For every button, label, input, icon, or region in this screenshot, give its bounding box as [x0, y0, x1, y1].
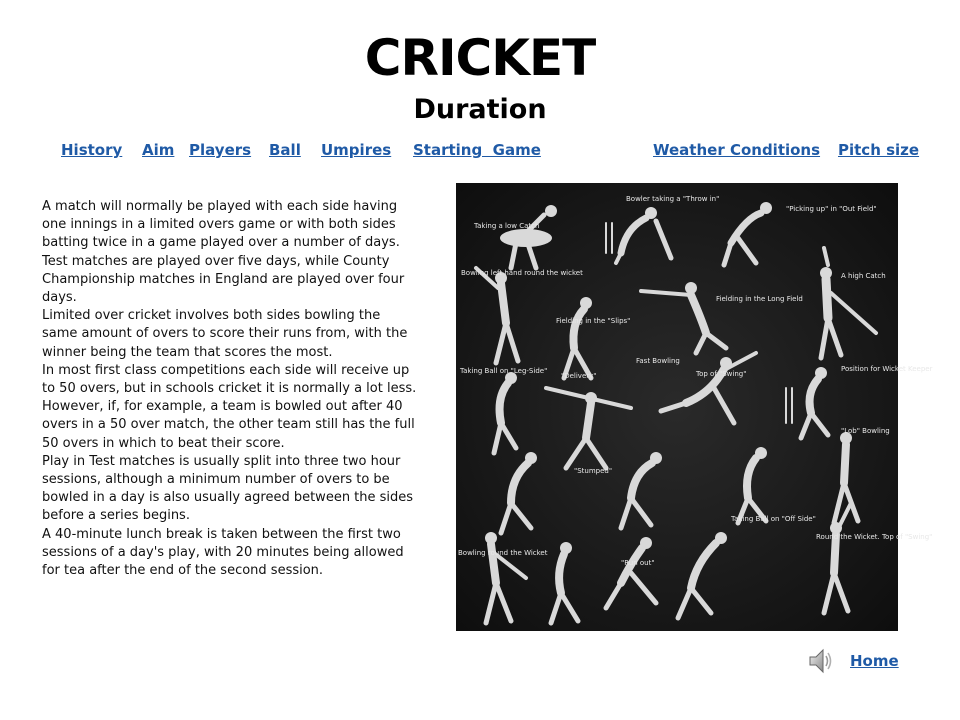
nav-link-umpires[interactable]: Umpires	[321, 141, 392, 159]
photo-label: A high Catch	[841, 272, 886, 280]
photo-label: Fielding in the Long Field	[716, 295, 803, 303]
page-title: CRICKET	[364, 29, 596, 87]
photo-label: Bowling left hand round the wicket	[461, 269, 583, 277]
paragraph: In most first class competitions each side will receive up to 50 overs, but in schools cricket it is normally a lot less.	[42, 362, 417, 397]
photo-label: "Stumped"	[574, 467, 613, 475]
photo-label: Taking Ball on "Off Side"	[731, 515, 816, 523]
photo-label: Position for Wicket Keeper	[841, 365, 933, 373]
paragraph: However, if, for example, a team is bowled out after 40 overs in a 50 over match, the other team still has the full 50 overs in which to beat their score.	[42, 399, 415, 451]
nav-link-starting-game[interactable]: Starting Game	[413, 141, 541, 159]
photo-label: Fielding in the "Slips"	[556, 317, 631, 325]
duration-text	[42, 198, 418, 580]
photo-label: Fast Bowling	[636, 357, 680, 365]
photo-label: Round the Wicket. Top of "Swing"	[816, 533, 933, 541]
photo-label: Bowler taking a "Throw in"	[626, 195, 720, 203]
photo-label: Bowling round the Wicket	[458, 549, 548, 557]
nav-link-ball[interactable]: Ball	[269, 141, 301, 159]
photo-label: "Delivery"	[561, 372, 597, 380]
page-subtitle: Duration	[413, 94, 547, 125]
nav-link-players[interactable]: Players	[189, 141, 252, 159]
cricket-figures-illustration	[456, 183, 933, 631]
photo-label: Top of "Swing"	[696, 370, 747, 378]
paragraph: Limited over cricket involves both sides bowling the same amount of overs to score their runs from, with the winner being the team that scores the most.	[42, 308, 408, 360]
photo-label: "Run out"	[621, 559, 655, 567]
home-link[interactable]: Home	[850, 652, 899, 670]
paragraph: Play in Test matches is usually split into three two hour sessions, although a minimum number of overs to be bowled in a day is also usually agreed between the sides before a series begins.	[42, 453, 414, 524]
nav-link-history[interactable]: History	[61, 141, 123, 159]
paragraph: A match will normally be played with each side having one innings in a limited overs game or with both sides batting twice in a game played over a number of days. Test matches are played over five days, while County Championship matches in England are played over four days.	[42, 199, 405, 306]
nav-link-pitch-size[interactable]: Pitch size	[838, 141, 920, 159]
paragraph: A 40-minute lunch break is taken between the first two sessions of a day's play, with 20 minutes being allowed for tea after the end of the second session.	[42, 526, 404, 579]
photo-label: Taking Ball on "Leg-Side"	[460, 367, 548, 375]
speaker-icon[interactable]	[808, 646, 834, 676]
photo-label: Taking a low Catch	[474, 222, 540, 230]
photo-label: "Picking up" in "Out Field"	[786, 205, 877, 213]
nav-link-weather-conditions[interactable]: Weather Conditions	[653, 141, 821, 159]
nav-link-aim[interactable]: Aim	[142, 141, 175, 159]
cricket-techniques-photo	[456, 183, 933, 631]
photo-label: "Lob" Bowling	[841, 427, 890, 435]
